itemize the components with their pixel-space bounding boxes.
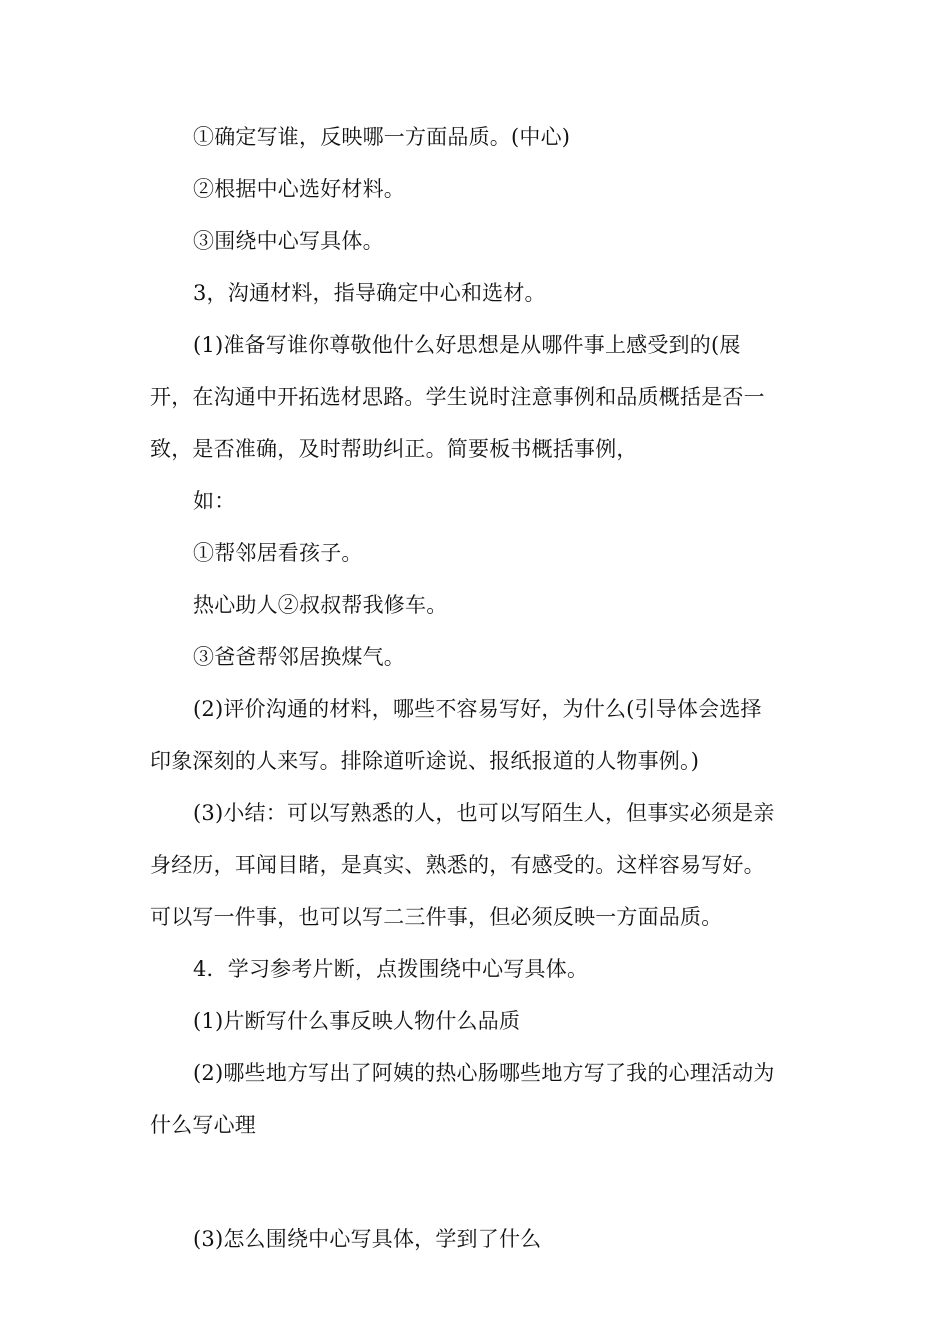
text-line: 印象深刻的人来写。排除道听途说、报纸报道的人物事例。) [150,749,700,773]
text-line: (2)哪些地方写出了阿姨的热心肠哪些地方写了我的心理活动为 [193,1061,775,1085]
text-line: (3)怎么围绕中心写具体，学到了什么 [193,1227,542,1251]
text-line: 热心助人②叔叔帮我修车。 [193,593,448,617]
text-line: 4．学习参考片断，点拨围绕中心写具体。 [193,957,589,981]
text-line: ②根据中心选好材料。 [193,177,405,201]
text-line: 3，沟通材料，指导确定中心和选材。 [193,281,546,305]
text-line: 如： [193,489,236,513]
text-line: 身经历，耳闻目睹，是真实、熟悉的，有感受的。这样容易写好。 [150,853,765,877]
paragraph-gap [150,1151,810,1213]
text-line: ①确定写谁，反映哪一方面品质。(中心) [193,125,571,149]
text-line: ③爸爸帮邻居换煤气。 [193,645,405,669]
text-line: 什么写心理 [150,1113,256,1137]
text-line: 开，在沟通中开拓选材思路。学生说时注意事例和品质概括是否一 [150,385,765,409]
text-line: (3)小结：可以写熟悉的人，也可以写陌生人，但事实必须是亲 [193,801,775,825]
text-line: 致，是否准确，及时帮助纠正。简要板书概括事例， [150,437,638,461]
text-line: (2)评价沟通的材料，哪些不容易写好，为什么(引导体会选择 [193,697,762,721]
text-line: ③围绕中心写具体。 [193,229,384,253]
text-line: 可以写一件事，也可以写二三件事，但必须反映一方面品质。 [150,905,723,929]
text-line: (1)准备写谁你尊敬他什么好思想是从哪件事上感受到的(展 [193,333,741,357]
text-line: ①帮邻居看孩子。 [193,541,363,565]
document-body [150,111,810,1265]
text-line: (1)片断写什么事反映人物什么品质 [193,1009,521,1033]
